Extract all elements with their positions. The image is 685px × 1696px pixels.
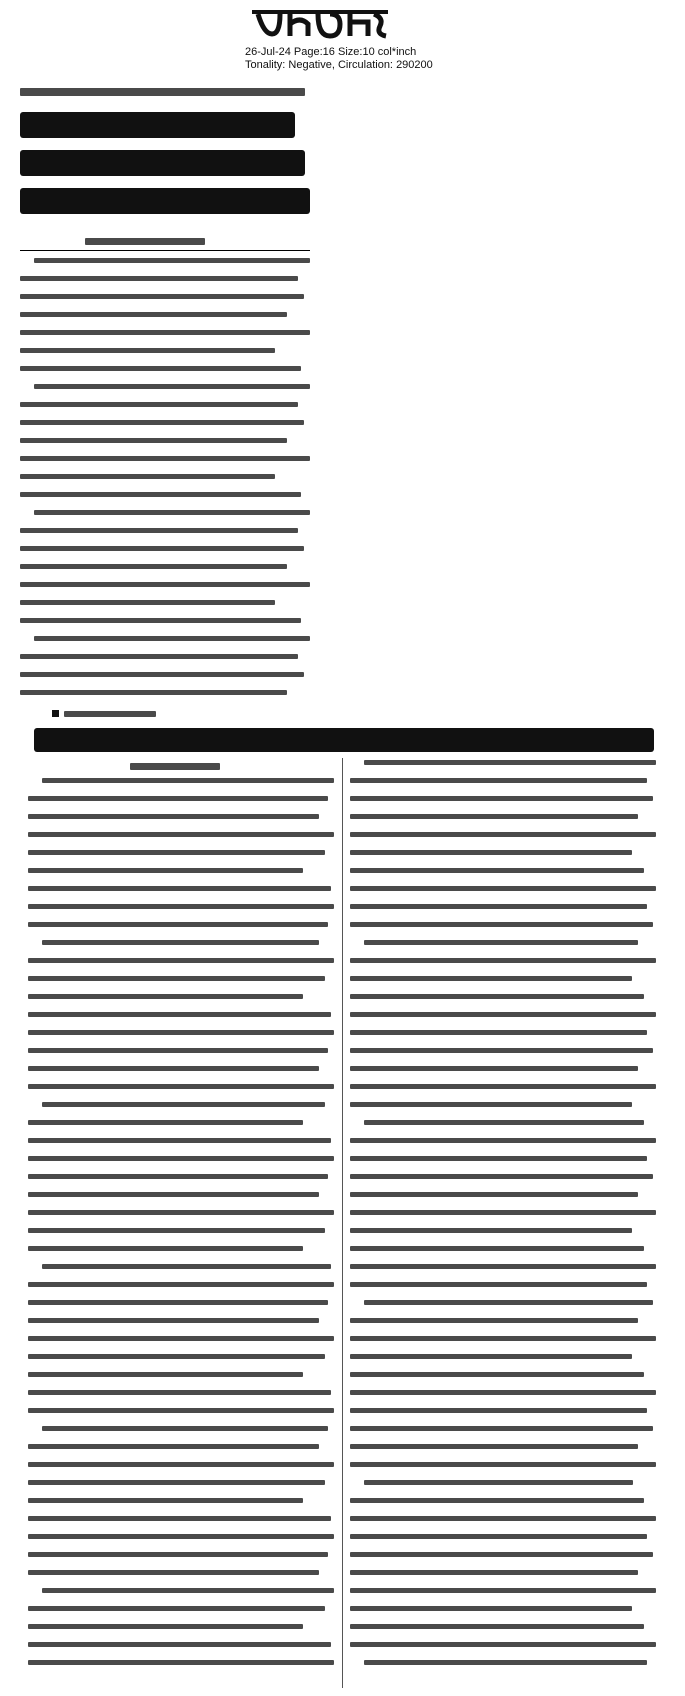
text-line (28, 1480, 325, 1485)
text-line (364, 1120, 644, 1125)
text-line (20, 456, 310, 461)
text-line (20, 348, 275, 353)
text-line (42, 1264, 331, 1269)
text-line (350, 1030, 647, 1035)
text-line (364, 1480, 633, 1485)
text-line (350, 850, 632, 855)
text-line (28, 1354, 325, 1359)
text-line (28, 1084, 334, 1089)
continued-from-label (130, 763, 220, 770)
text-line (350, 1318, 638, 1323)
text-line (34, 258, 310, 263)
text-line (350, 1552, 653, 1557)
text-line (34, 636, 310, 641)
text-line (364, 1300, 653, 1305)
text-line (34, 510, 310, 515)
text-line (20, 600, 275, 605)
text-line (350, 1174, 653, 1179)
continued-col-right (350, 760, 656, 1688)
text-line (350, 1642, 656, 1647)
text-line (350, 814, 638, 819)
text-line (20, 492, 301, 497)
text-line (34, 384, 310, 389)
text-line (28, 1534, 334, 1539)
clipping-line-1 (245, 46, 665, 59)
clip-circulation-label: Circulation: (337, 59, 393, 71)
text-line (28, 1066, 319, 1071)
text-line (350, 778, 647, 783)
text-line (350, 1570, 638, 1575)
continued-article (0, 720, 685, 1696)
text-line (350, 868, 644, 873)
clip-circulation: 290200 (396, 59, 433, 71)
clipping-meta (245, 46, 665, 72)
front-article (0, 78, 560, 718)
text-line (350, 922, 653, 927)
text-line (28, 1336, 334, 1341)
text-line (20, 294, 304, 299)
front-kicker (20, 88, 305, 96)
text-line (28, 1246, 303, 1251)
text-line (28, 1444, 319, 1449)
text-line (28, 1030, 334, 1035)
text-line (350, 1012, 656, 1017)
text-line (20, 366, 301, 371)
text-line (350, 994, 644, 999)
text-line (20, 402, 298, 407)
text-line (28, 976, 325, 981)
text-line (350, 1534, 647, 1539)
text-line (20, 564, 287, 569)
text-line (350, 1498, 644, 1503)
text-line (350, 1444, 638, 1449)
continuation-marker-icon (52, 710, 59, 717)
text-line (350, 1336, 656, 1341)
text-line (42, 778, 334, 783)
text-line (28, 1408, 334, 1413)
continued-col-left (28, 778, 334, 1688)
text-line (28, 1012, 331, 1017)
text-line (28, 1282, 334, 1287)
text-line (28, 1624, 303, 1629)
text-line (350, 1192, 638, 1197)
text-line (350, 1606, 632, 1611)
front-headline-line-2 (20, 150, 305, 176)
text-line (20, 672, 304, 677)
text-line (28, 1660, 334, 1665)
text-line (364, 760, 656, 765)
text-line (28, 1516, 331, 1521)
text-line (20, 690, 287, 695)
text-line (20, 276, 298, 281)
text-line (350, 886, 656, 891)
clip-tonality-label: Tonality: (245, 59, 286, 71)
text-line (28, 796, 328, 801)
front-divider (20, 250, 310, 251)
text-line (20, 582, 310, 587)
text-line (20, 618, 301, 623)
clip-page-label: Page: (293, 46, 323, 58)
text-line (28, 1156, 334, 1161)
text-line (42, 1588, 334, 1593)
text-line (42, 1102, 325, 1107)
text-line (350, 796, 653, 801)
text-line (20, 546, 304, 551)
text-line (350, 1102, 632, 1107)
text-line (350, 1228, 632, 1233)
text-line (28, 1192, 319, 1197)
text-line (364, 940, 638, 945)
text-line (364, 1660, 647, 1665)
text-line (28, 1048, 328, 1053)
text-line (350, 1210, 656, 1215)
text-line (28, 1138, 331, 1143)
text-line (28, 922, 328, 927)
text-line (350, 832, 656, 837)
text-line (42, 1426, 328, 1431)
text-line (350, 1156, 647, 1161)
front-headline-line-1 (20, 112, 295, 138)
text-line (28, 886, 331, 891)
text-line (350, 1516, 656, 1521)
text-line (350, 1066, 638, 1071)
text-line (28, 1210, 334, 1215)
text-line (28, 994, 303, 999)
continued-headline (34, 728, 654, 752)
clip-size-label: Size: (337, 46, 363, 58)
text-line (28, 1120, 303, 1125)
text-line (28, 958, 334, 963)
text-line (28, 1228, 325, 1233)
text-line (42, 940, 319, 945)
text-line (20, 312, 287, 317)
text-line (28, 832, 334, 837)
text-line (28, 1462, 334, 1467)
text-line (28, 1570, 319, 1575)
text-line (350, 1462, 656, 1467)
text-line (20, 330, 310, 335)
text-line (28, 868, 303, 873)
text-line (350, 1246, 644, 1251)
text-line (20, 654, 298, 659)
front-continued-on (64, 711, 156, 717)
clip-page: 16 (322, 46, 335, 58)
text-line (28, 1390, 331, 1395)
text-line (20, 528, 298, 533)
text-line (28, 904, 334, 909)
front-byline (85, 238, 205, 245)
text-line (350, 1138, 656, 1143)
text-line (28, 1300, 328, 1305)
text-line (350, 1408, 647, 1413)
text-line (350, 1426, 653, 1431)
text-line (28, 1372, 303, 1377)
text-line (350, 1390, 656, 1395)
newspaper-logo (250, 4, 390, 40)
clip-tonality: Negative (288, 59, 332, 71)
text-line (350, 1084, 656, 1089)
text-line (20, 420, 304, 425)
text-line (350, 958, 656, 963)
text-line (28, 850, 325, 855)
masthead (0, 0, 685, 40)
column-divider (342, 758, 343, 1688)
clipping-line-2: Tonality: Negative, Circulation: 290200 (245, 59, 433, 71)
text-line (20, 438, 287, 443)
text-line (350, 1048, 653, 1053)
text-line (350, 1354, 632, 1359)
text-line (28, 1174, 328, 1179)
text-line (28, 1642, 331, 1647)
text-line (350, 1264, 656, 1269)
text-line (350, 1372, 644, 1377)
text-line (28, 814, 319, 819)
text-line (28, 1318, 319, 1323)
text-line (28, 1498, 303, 1503)
front-body (20, 258, 310, 708)
text-line (20, 474, 275, 479)
text-line (350, 1588, 656, 1593)
text-line (350, 904, 647, 909)
text-line (350, 1282, 647, 1287)
front-headline-line-3 (20, 188, 310, 214)
clip-date: 26-Jul-24 (245, 46, 291, 58)
text-line (350, 1624, 644, 1629)
text-line (28, 1552, 328, 1557)
text-line (350, 976, 632, 981)
text-line (28, 1606, 325, 1611)
clip-size: 10 col*inch (362, 46, 417, 58)
